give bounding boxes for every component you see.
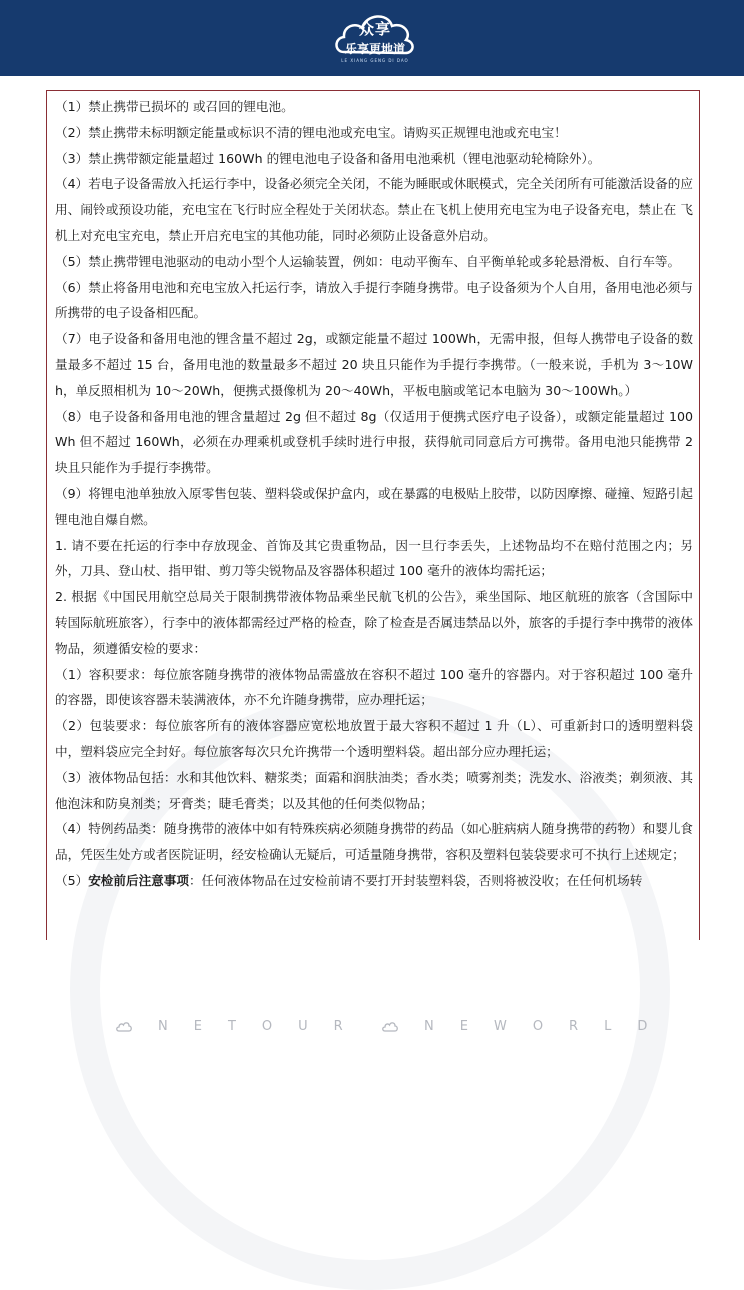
- footer-letter: L: [604, 1019, 612, 1034]
- footer-letter: T: [227, 1019, 236, 1034]
- footer-letter: U: [298, 1019, 308, 1034]
- footer-letter: N: [424, 1019, 434, 1034]
- paragraph: （9）将锂电池单独放入原零售包装、塑料袋或保护盒内，或在暴露的电极贴上胶带，以防因摩擦、碰撞、短路引起锂电池自爆自燃。: [55, 485, 693, 527]
- paragraph: （7）电子设备和备用电池的锂含量不超过 2g，或额定能量不超过 100Wh，无需申报，但每人携带电子设备的数量最多不超过 15 台，备用电池的数量最多不超过 20 块且只能作为手提行李携带。（一般来说，手机为 3～10Wh，单反照相机为 10～20Wh，便携式摄像机为 20～40Wh，平板电脑或笔记本电脑为 30～100Wh。）: [55, 331, 693, 398]
- footer-letters-netour: [158, 1019, 369, 1034]
- paragraph: （2）包装要求：每位旅客所有的液体容器应宽松地放置于最大容积不超过 1 升（L）、可重新封口的透明塑料袋中，塑料袋应完全封好。每位旅客每次只允许携带一个透明塑料袋。超出部分应办理托运；: [55, 718, 693, 759]
- footer-letter: R: [333, 1019, 343, 1034]
- rules-content-box: [46, 90, 700, 940]
- logo-tagline: LE XIANG GENG DI DAO: [341, 58, 409, 63]
- footer-letter: R: [569, 1019, 579, 1034]
- footer-letter: E: [193, 1019, 202, 1034]
- paragraph-prefix: （5）: [55, 872, 89, 888]
- footer-letter: N: [158, 1019, 168, 1034]
- logo-title: 众享: [358, 20, 391, 38]
- paragraph: （3）液体物品包括：水和其他饮料、糖浆类；面霜和润肤油类；香水类；喷雾剂类；洗发水、浴液类；剃须液、其他泡沫和防臭剂类；牙膏类；睫毛膏类；以及其他的任何类似物品；: [55, 769, 693, 811]
- footer-letter: E: [459, 1019, 468, 1034]
- paragraph: （4）若电子设备需放入托运行李中，设备必须完全关闭，不能为睡眠或休眠模式，完全关闭所有可能激活设备的应用、闹铃或预设功能，充电宝在飞行时应全程处于关闭状态。禁止在飞机上使用充电宝为电子设备充电，禁止在 飞机上对充电宝充电，禁止开启充电宝的其他功能，同时必须防止设备意外启动。: [55, 176, 693, 243]
- footer-letter: O: [261, 1019, 273, 1034]
- footer-letter: W: [493, 1019, 507, 1034]
- paragraph: 1. 请不要在托运的行李中存放现金、首饰及其它贵重物品，因一旦行李丢失，上述物品均不在赔付范围之内；另外，刀具、登山杖、指甲钳、剪刀等尖锐物品及容器体积超过 100 毫升的液体均需托运；: [55, 537, 693, 579]
- brand-logo: [330, 6, 420, 72]
- footer-letters-neworld: [424, 1019, 673, 1034]
- paragraph: （3）禁止携带额定能量超过 160Wh 的锂电池电子设备和备用电池乘机（锂电池驱动轮椅除外）。: [55, 150, 601, 166]
- page-footer: [0, 1019, 744, 1039]
- paragraph-rest: ：任何液体物品在过安检前请不要打开封装塑料袋，否则将被没收；在任何机场转: [188, 872, 643, 888]
- footer-letter: D: [637, 1019, 648, 1034]
- cloud-icon: [382, 1021, 398, 1033]
- paragraph: （1）禁止携带已损坏的 或召回的锂电池。: [55, 99, 294, 114]
- logo-subtitle: 乐享更地道: [344, 42, 405, 56]
- paragraph: （6）禁止将备用电池和充电宝放入托运行李，请放入手提行李随身携带。电子设备须为个人自用，备用电池必须与所携带的电子设备相匹配。: [55, 279, 693, 321]
- page-header: [0, 0, 744, 76]
- paragraph: 2. 根据《中国民用航空总局关于限制携带液体物品乘坐民航飞机的公告》，乘坐国际、地区航班的旅客（含国际中转国际航班旅客），行李中的液体都需经过严格的检查，除了检查是否属违禁品以外，旅客的手提行李中携带的液体物品，须遵循安检的要求：: [55, 589, 693, 656]
- footer-letter: O: [532, 1019, 544, 1034]
- footer-brand-left: [116, 1019, 369, 1034]
- paragraph: （5）禁止携带锂电池驱动的电动小型个人运输装置，例如：电动平衡车、自平衡单轮或多轮悬滑板、自行车等。: [55, 253, 681, 269]
- footer-brand-right: [382, 1019, 673, 1034]
- paragraph-bold-heading: 安检前后注意事项: [88, 872, 189, 888]
- paragraph: （8）电子设备和备用电池的锂含量超过 2g 但不超过 8g（仅适用于便携式医疗电子设备），或额定能量超过 100Wh 但不超过 160Wh，必须在办理乘机或登机手续时进行申报，获得航司同意后方可携带。备用电池只能携带 2 块且只能作为手提行李携带。: [55, 408, 693, 476]
- paragraph-last: [55, 868, 693, 894]
- paragraph: （4）特例药品类：随身携带的液体中如有特殊疾病必须随身携带的药品（如心脏病病人随身携带的药物）和婴儿食品，凭医生处方或者医院证明，经安检确认无疑后，可适量随身携带，容积及塑料包装袋要求可不执行上述规定；: [55, 821, 693, 863]
- cloud-icon: [116, 1021, 132, 1033]
- paragraph: （1）容积要求：每位旅客随身携带的液体物品需盛放在容积不超过 100 毫升的容器内。对于容积超过 100 毫升的容器，即使该容器未装满液体，亦不允许随身携带，应办理托运；: [55, 666, 693, 708]
- paragraph: （2）禁止携带未标明额定能量或标识不清的锂电池或充电宝。请购买正规锂电池或充电宝！: [55, 124, 567, 140]
